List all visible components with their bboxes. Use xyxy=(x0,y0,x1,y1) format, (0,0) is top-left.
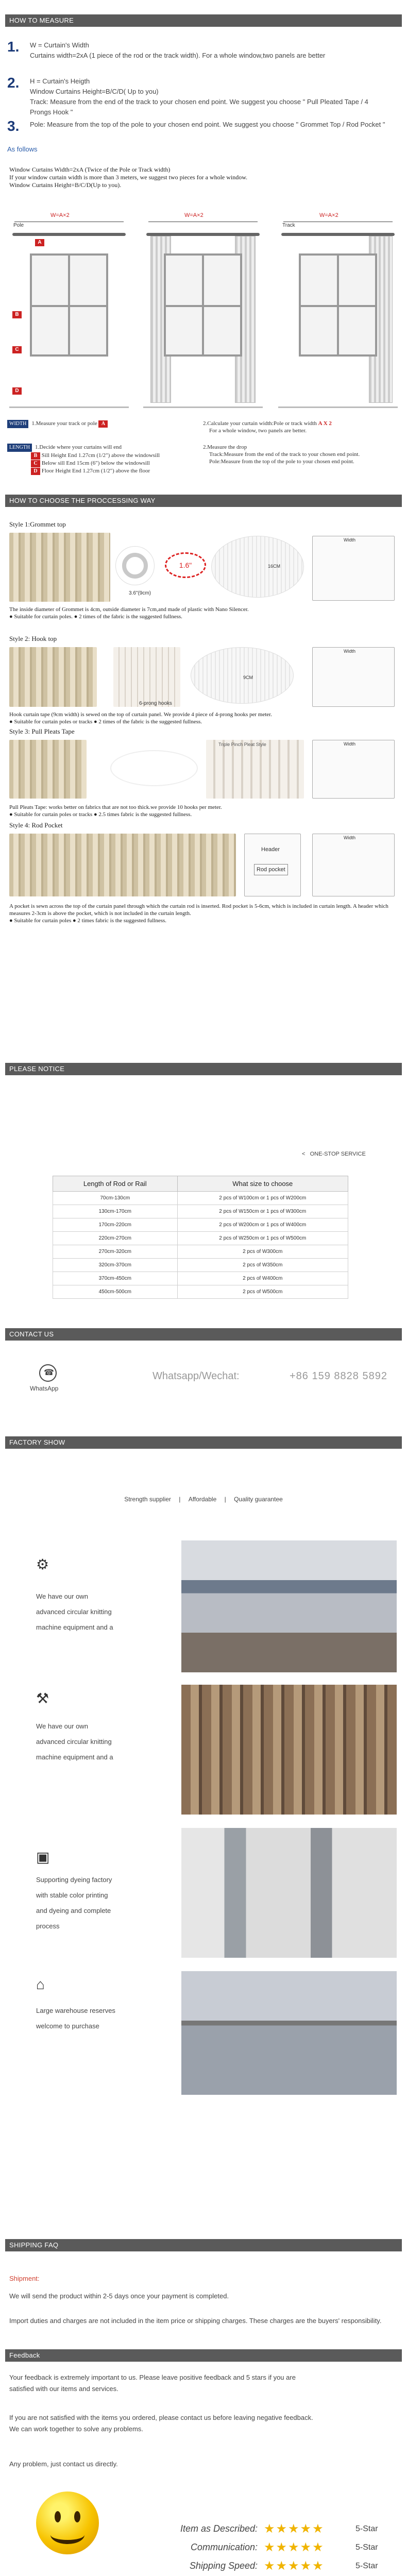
star-icons: ★★★★★ xyxy=(264,2540,325,2554)
factory-line: advanced circular knitting xyxy=(36,1608,112,1616)
measure-diagram-pole xyxy=(9,192,129,413)
factory-photo-1 xyxy=(181,1540,397,1672)
measure-diagram-curtains xyxy=(143,192,263,413)
b-line: Sill Height End 1.27cm (1/2") above the windowsill xyxy=(41,452,160,459)
warehouse-icon: ⌂ xyxy=(36,1976,45,1992)
factory-row-2 xyxy=(31,1685,392,1819)
table-cell: 450cm-500cm xyxy=(53,1285,178,1299)
table-row xyxy=(53,1205,348,1218)
hook-tape-photo xyxy=(191,647,294,704)
pleat-style-photo xyxy=(206,740,304,799)
hook-curtain-photo xyxy=(9,647,97,707)
style1-desc: The inside diameter of Grommet is 4cm, outside diameter is 7cm,and made of plastic with Nano Silencer. xyxy=(9,606,249,613)
feature-label: Strength supplier xyxy=(124,1496,171,1503)
style2-caption xyxy=(9,711,391,725)
tag-a: A xyxy=(35,239,44,246)
whatsapp-icon[interactable] xyxy=(39,1364,57,1382)
diagram-width-label: Width xyxy=(344,649,356,654)
table-cell: 370cm-450cm xyxy=(53,1272,178,1285)
table-cell: 320cm-370cm xyxy=(53,1259,178,1272)
factory-features xyxy=(0,1496,407,1503)
style-title-4: Style 4: Rod Pocket xyxy=(9,821,63,829)
measure-item-3 xyxy=(7,120,391,133)
step1-tag: A xyxy=(98,420,108,428)
factory-line: process xyxy=(36,1922,60,1930)
factory-line: machine equipment and a xyxy=(36,1623,113,1631)
step1-text: 1.Measure your track or pole xyxy=(31,420,97,427)
pleat-hook-photo xyxy=(110,750,198,786)
measure-item-2 xyxy=(7,76,391,117)
size-table xyxy=(53,1176,348,1299)
hook-photo xyxy=(113,647,180,707)
one-stop-service-label: ONE-STOP SERVICE xyxy=(310,1151,366,1157)
formula-line: Window Curtains Width=2xA (Twice of the Pole or Track width) xyxy=(9,166,171,173)
table-cell: 220cm-270cm xyxy=(53,1232,178,1245)
section-header-notice: PLEASE NOTICE xyxy=(5,1063,402,1075)
track-label: Track xyxy=(282,223,295,228)
grommet-badge: 1.6" xyxy=(165,552,206,578)
table-cell: 2 pcs of W500cm xyxy=(177,1285,348,1299)
factory-row-text xyxy=(36,1589,180,1635)
factory-dye-icon: ▣ xyxy=(36,1849,50,1865)
width-label: W=A×2 xyxy=(184,212,204,218)
measure-diagram-track xyxy=(278,192,398,413)
table-row xyxy=(53,1245,348,1259)
diagram-width-label: Width xyxy=(344,835,356,840)
factory-photo-4 xyxy=(181,1971,397,2095)
diagram-width-label: Width xyxy=(344,537,356,543)
measure-line: Window Curtains Height=B/C/D( Up to you) xyxy=(30,88,159,95)
table-cell: 70cm-130cm xyxy=(53,1192,178,1205)
length-tag: LENGTH xyxy=(7,444,32,452)
formula-line: Window Curtains Height=B/C/D(Up to you). xyxy=(9,181,122,189)
rod-header-label: Header xyxy=(261,846,280,853)
shipment-title: Shipment: xyxy=(9,2275,40,2282)
factory-line: Supporting dyeing factory xyxy=(36,1876,112,1884)
factory-row-text xyxy=(36,1872,180,1934)
style3-caption xyxy=(9,804,391,818)
formula-line: If your window curtain width is more than 3 meters, we suggest two pieces for a whole window. xyxy=(9,174,248,181)
table-cell: 270cm-320cm xyxy=(53,1245,178,1259)
feature-label: Quality guarantee xyxy=(234,1496,283,1503)
grommet-dim: 16CM xyxy=(268,564,281,569)
pleat-curtain-photo xyxy=(9,740,87,799)
rating-value: 5-Star xyxy=(355,2543,378,2552)
style-title-1: Style 1:Grommet top xyxy=(9,520,66,528)
rating-shipping-speed xyxy=(129,2557,397,2576)
size-table-header: What size to choose xyxy=(177,1176,348,1192)
measure-line: H = Curtain's Heigth xyxy=(30,77,90,85)
measure-line: Curtains width=2xA (1 piece of the rod or the track width). For a whole window,two panels are better xyxy=(30,52,326,59)
measure-number: 2. xyxy=(7,75,20,91)
tag-c-small: C xyxy=(31,460,40,467)
hook-dim: 9CM xyxy=(243,675,253,680)
grommet-diagram xyxy=(312,536,395,601)
table-row xyxy=(53,1285,348,1299)
drop-track: Track:Measure from the end of the track to your chosen end point. xyxy=(209,451,360,457)
star-icons: ★★★★★ xyxy=(264,2522,325,2536)
section-header-process: HOW TO CHOOSE THE PROCCESSING WAY xyxy=(5,495,402,507)
hook-diagram xyxy=(312,647,395,707)
section-header-feedback: Feedback xyxy=(5,2349,402,2362)
rating-label: Communication: xyxy=(190,2542,258,2552)
phone-number[interactable]: +86 159 8828 5892 xyxy=(290,1370,387,1382)
c-line: Below sill End 15cm (6") below the windowsill xyxy=(41,460,150,466)
rating-label: Item as Described: xyxy=(180,2523,258,2534)
rod-pocket-label: Rod pocket xyxy=(254,864,288,875)
measure-number: 3. xyxy=(7,118,20,134)
smiley-icon xyxy=(36,2492,99,2554)
factory-photo-3 xyxy=(181,1828,397,1958)
style4-caption xyxy=(9,903,391,924)
table-cell: 170cm-220cm xyxy=(53,1218,178,1232)
whatsapp-label: WhatsApp xyxy=(30,1385,59,1392)
factory-line: We have our own xyxy=(36,1722,88,1730)
factory-photo-2 xyxy=(181,1685,397,1815)
grommet-curtain-photo xyxy=(9,533,110,602)
style2-desc: Hook curtain tape (9cm width) is sewed on the top of curtain panel. We provide 4 piece of 4-prong hooks per meter. xyxy=(9,711,272,718)
tag-d: D xyxy=(12,387,22,395)
measure-line: Track: Measure from the end of the track to your chosen end point. We suggest you choose " Pull Pleated Tape / 4 Prongs Hook " xyxy=(30,98,368,116)
measure-legend xyxy=(7,420,400,475)
section-header-contact: CONTACT US xyxy=(5,1328,402,1341)
grommet-ring-photo xyxy=(115,546,155,585)
pleat-badge: Triple Pinch Pleat Style xyxy=(218,742,266,747)
drop-pole: Pole:Measure from the top of the pole to your chosen end point. xyxy=(209,459,354,465)
factory-line: and dyeing and complete xyxy=(36,1907,111,1914)
factory-row-text xyxy=(36,1719,180,1765)
factory-row-1 xyxy=(31,1540,392,1674)
factory-row-text xyxy=(36,2003,180,2034)
step2-text: 2.Calculate your curtain width:Pole or track width xyxy=(203,420,317,427)
feedback-p2: If you are not satisfied with the items you ordered, please contact us before leaving negative feedback. We can work together to solve any problems. xyxy=(9,2414,313,2433)
rating-value: 5-Star xyxy=(355,2524,378,2533)
rating-value: 5-Star xyxy=(355,2562,378,2570)
width-label: W=A×2 xyxy=(50,212,70,218)
one-stop-service-link[interactable]: < ONE-STOP SERVICE xyxy=(302,1151,366,1157)
style-title-2: Style 2: Hook top xyxy=(9,635,57,642)
shipment-p2: Import duties and charges are not included in the item price or shipping charges. These charges are the buyers' responsibility. xyxy=(9,2317,382,2325)
table-cell: 130cm-170cm xyxy=(53,1205,178,1218)
table-cell: 2 pcs of W400cm xyxy=(177,1272,348,1285)
formula-text xyxy=(9,166,247,189)
step2-sub: For a whole window, two panels are better. xyxy=(209,428,307,434)
table-cell: 2 pcs of W200cm or 1 pcs of W400cm xyxy=(177,1218,348,1232)
measure-item-1 xyxy=(7,40,391,61)
rating-item-described xyxy=(129,2520,397,2539)
measure-line: W = Curtain's Width xyxy=(30,41,89,49)
factory-line: machine equipment and a xyxy=(36,1753,113,1761)
style3-desc: Pull Pleats Tape: works better on fabrics that are not too thick.we provide 10 hooks per meter. xyxy=(9,804,222,810)
tag-b-small: B xyxy=(31,452,40,460)
factory-line: We have our own xyxy=(36,1592,88,1600)
step2-bold: A X 2 xyxy=(318,420,332,427)
diagram-width-label: Width xyxy=(344,741,356,747)
feedback-p1: Your feedback is extremely important to us. Please leave positive feedback and 5 stars if you are satisfied with our items and services. xyxy=(9,2374,296,2393)
section-header-factory: FACTORY SHOW xyxy=(5,1436,402,1449)
pleat-diagram xyxy=(312,740,395,799)
table-cell: 2 pcs of W150cm or 1 pcs of W300cm xyxy=(177,1205,348,1218)
table-row xyxy=(53,1192,348,1205)
width-tag: WIDTH xyxy=(7,420,28,428)
tag-d-small: D xyxy=(31,468,40,475)
table-cell: 2 pcs of W100cm or 1 pcs of W200cm xyxy=(177,1192,348,1205)
star-icons: ★★★★★ xyxy=(264,2559,325,2573)
feature-divider: | xyxy=(224,1496,226,1503)
whatsapp-wechat-text: Whatsapp/Wechat: xyxy=(152,1370,240,1382)
table-cell: 2 pcs of W350cm xyxy=(177,1259,348,1272)
table-cell: 2 pcs of W250cm or 1 pcs of W500cm xyxy=(177,1232,348,1245)
d-line: Floor Height End 1.27cm (1/2") above the floor xyxy=(41,468,150,474)
rod-diagram xyxy=(312,834,395,896)
tag-b: B xyxy=(12,311,22,318)
rod-pocket-schematic xyxy=(244,834,301,896)
tag-c: C xyxy=(12,346,22,353)
contact-block xyxy=(0,1364,407,1395)
table-row xyxy=(53,1218,348,1232)
grommet-size-label: 3.6"(9cm) xyxy=(129,590,151,596)
style4-bullet: ● Suitable for curtain poles ● 2 times fabric is the suggested fullness. xyxy=(9,918,167,924)
factory-machine-icon: ⚙ xyxy=(36,1556,49,1572)
factory-line: Large warehouse reserves xyxy=(36,2007,115,2014)
width-label: W=A×2 xyxy=(319,212,338,218)
style3-bullet: ● Suitable for curtain poles or tracks ● 2.5 times fabric is the suggested fullness. xyxy=(9,811,192,818)
decide-text: 1.Decide where your curtains will end xyxy=(35,444,122,450)
measure-line: Pole: Measure from the top of the pole to your chosen end point. We suggest you choose " Grommet Top / Rod Pocket " xyxy=(30,121,385,128)
factory-line: with stable color printing xyxy=(36,1891,108,1899)
size-table-header: Length of Rod or Rail xyxy=(53,1176,178,1192)
factory-line: welcome to purchase xyxy=(36,2022,99,2030)
table-row xyxy=(53,1232,348,1245)
style1-caption xyxy=(9,606,391,620)
table-row xyxy=(53,1272,348,1285)
section-header-shipping: SHIPPING FAQ xyxy=(5,2239,402,2251)
style2-bullet: ● Suitable for curtain poles or tracks ● 2 times of the fabric is the suggested fullness. xyxy=(9,719,202,725)
as-follows-label: As follows xyxy=(7,145,38,153)
feature-label: Affordable xyxy=(188,1496,217,1503)
section-header-measure: HOW TO MEASURE xyxy=(5,14,402,27)
table-row xyxy=(53,1259,348,1272)
hook-badge: 6-prong hooks xyxy=(139,701,172,706)
pole-label: Pole xyxy=(13,223,24,228)
rod-pocket-photo xyxy=(9,834,236,896)
feature-divider: | xyxy=(179,1496,181,1503)
style1-bullet: ● Suitable for curtain poles. ● 2 times of the fabric is the suggested fullness. xyxy=(9,614,182,620)
table-cell: 2 pcs of W300cm xyxy=(177,1245,348,1259)
measure-drop-text: 2.Measure the drop xyxy=(203,444,247,450)
factory-line: advanced circular knitting xyxy=(36,1738,112,1745)
style4-desc: A pocket is sewn across the top of the curtain panel through which the curtain rod is inserted. Rod pocket is 5-6cm, which is included in curtain length. A header which measures 2-3cm is above the pocket, which is not included in the curtain length. xyxy=(9,903,388,917)
ratings xyxy=(129,2520,397,2576)
grommet-tape-photo xyxy=(211,536,304,598)
factory-row-3 xyxy=(31,1828,392,1962)
rating-label: Shipping Speed: xyxy=(189,2561,258,2571)
shipment-p1: We will send the product within 2-5 days once your payment is completed. xyxy=(9,2292,229,2300)
feedback-p3: Any problem, just contact us directly. xyxy=(9,2460,118,2468)
factory-row-4 xyxy=(31,1971,392,2105)
rating-communication xyxy=(129,2539,397,2557)
factory-tools-icon: ⚒ xyxy=(36,1690,49,1706)
style-title-3: Style 3: Pull Pleats Tape xyxy=(9,727,75,735)
measure-number: 1. xyxy=(7,39,20,55)
